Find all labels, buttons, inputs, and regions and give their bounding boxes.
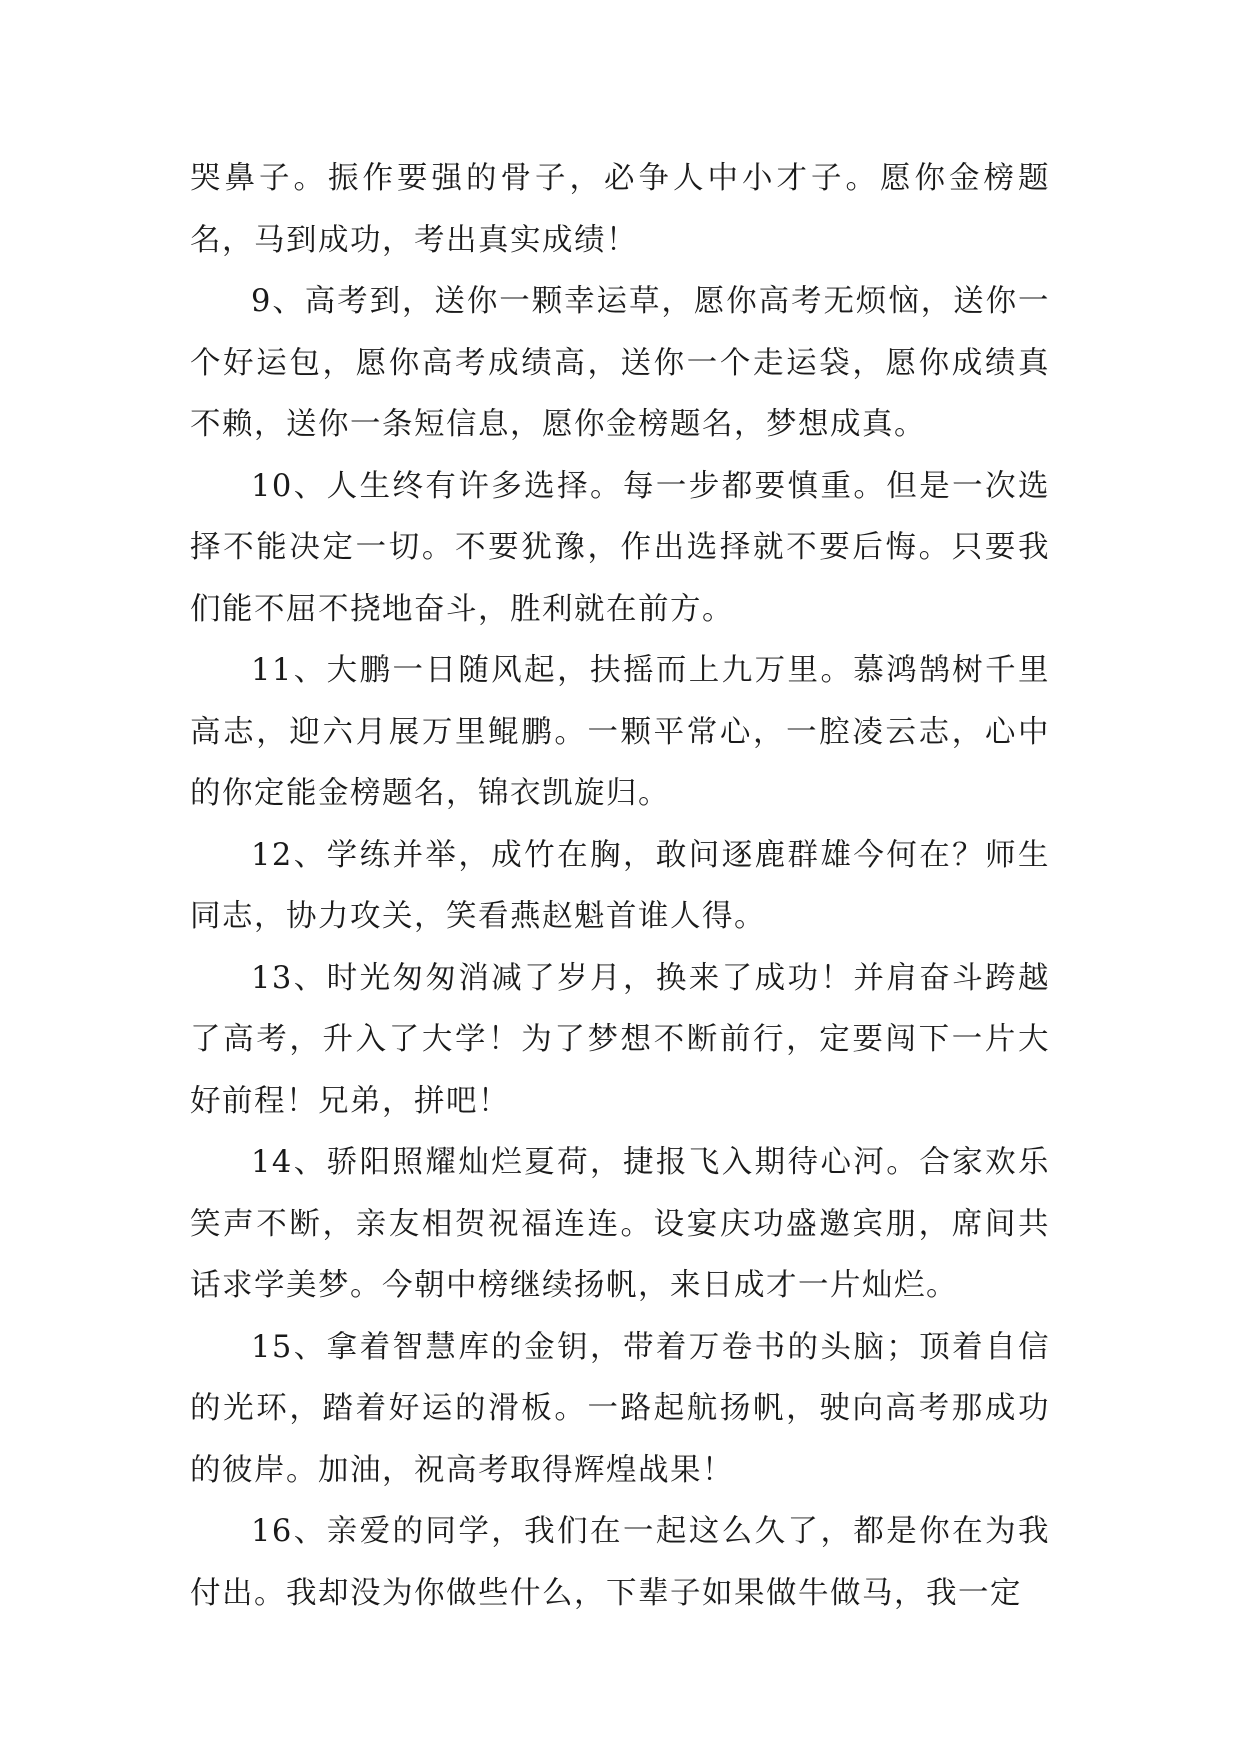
paragraph-item-16: 16、亲爱的同学，我们在一起这么久了，都是你在为我付出。我却没为你做些什么，下辈子如果做牛做马，我一定	[190, 1514, 1050, 1611]
paragraph-item-14: 14、骄阳照耀灿烂夏荷，捷报飞入期待心河。合家欢乐笑声不断，亲友相贺祝福连连。设宴庆功盛邀宾朋，席间共话求学美梦。今朝中榜继续扬帆，来日成才一片灿烂。	[190, 1145, 1050, 1303]
paragraph-item-11: 11、大鹏一日随风起，扶摇而上九万里。慕鸿鹄树千里高志，迎六月展万里鲲鹏。一颗平常心，一腔凌云志，心中的你定能金榜题名，锦衣凯旋归。	[190, 653, 1050, 811]
paragraph-item-12: 12、学练并举，成竹在胸，敢问逐鹿群雄今何在？师生同志，协力攻关，笑看燕赵魁首谁人得。	[190, 837, 1050, 934]
paragraph-item-15: 15、拿着智慧库的金钥，带着万卷书的头脑；顶着自信的光环，踏着好运的滑板。一路起航扬帆，驶向高考那成功的彼岸。加油，祝高考取得辉煌战果！	[190, 1329, 1050, 1488]
document-page	[190, 148, 1050, 1624]
paragraph-item-13: 13、时光匆匆消减了岁月，换来了成功！并肩奋斗跨越了高考，升入了大学！为了梦想不断前行，定要闯下一片大好前程！兄弟，拼吧！	[190, 960, 1050, 1119]
paragraph-item-9: 9、高考到，送你一颗幸运草，愿你高考无烦恼，送你一个好运包，愿你高考成绩高，送你一个走运袋，愿你成绩真不赖，送你一条短信息，愿你金榜题名，梦想成真。	[190, 284, 1050, 442]
paragraph-continued: 哭鼻子。振作要强的骨子，必争人中小才子。愿你金榜题名，马到成功，考出真实成绩！	[190, 161, 1050, 258]
paragraph-item-10: 10、人生终有许多选择。每一步都要慎重。但是一次选择不能决定一切。不要犹豫，作出选择就不要后悔。只要我们能不屈不挠地奋斗，胜利就在前方。	[190, 468, 1050, 627]
